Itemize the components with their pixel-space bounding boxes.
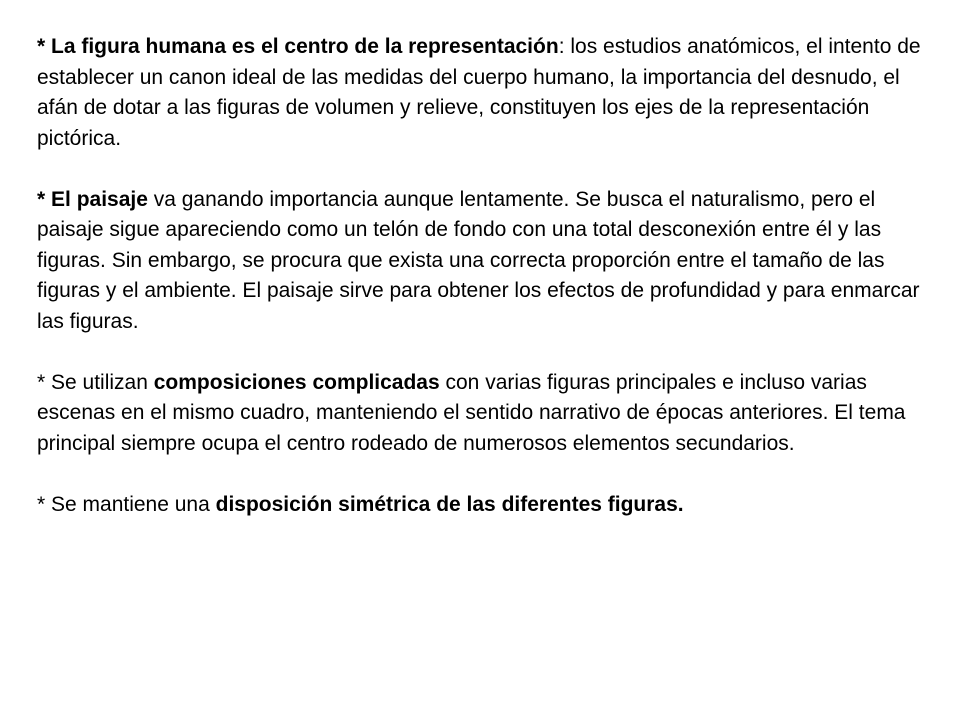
paragraph-bullet-bold: * bbox=[37, 187, 52, 211]
paragraph-bold-term: El paisaje bbox=[51, 187, 148, 211]
paragraph-bold-term: composiciones complicadas bbox=[153, 370, 440, 394]
paragraph-figura-humana bbox=[37, 32, 937, 154]
paragraph-text: : los estudios anatómicos, el intento de establecer un canon ideal de las medidas del cuerpo humano, la importancia del desnudo, el afán de dotar a las figuras de volumen y relieve, constituyen los ejes de la representación pictórica. bbox=[37, 35, 921, 150]
paragraph-disposicion bbox=[37, 490, 937, 521]
paragraph-lead-text: * Se mantiene una bbox=[37, 492, 216, 516]
paragraph-bold-term: La figura humana es el centro de la representación bbox=[51, 35, 559, 58]
paragraph-text: con varias figuras principales e incluso varias escenas en el mismo cuadro, manteniendo el sentido narrativo de épocas anteriores. El tema principal siempre ocupa el centro rodeado de numerosos elementos secundarios. bbox=[37, 370, 906, 455]
paragraph-lead-text: * Se utilizan bbox=[37, 370, 154, 394]
paragraph-paisaje bbox=[37, 185, 937, 338]
text-body bbox=[37, 32, 937, 520]
paragraph-bold-term: disposición simétrica de las diferentes figuras. bbox=[215, 492, 684, 516]
paragraph-text: va ganando importancia aunque lentamente. Se busca el naturalismo, pero el paisaje sigue apareciendo como un telón de fondo con una total desconexión entre él y las figuras. Sin embargo, se procura que exista una correcta proporción entre el tamaño de las figuras y el ambiente. El paisaje sirve para obtener los efectos de profundidad y para enmarcar las figuras. bbox=[37, 187, 920, 333]
paragraph-composiciones bbox=[37, 368, 937, 460]
paragraph-bullet-bold: * bbox=[37, 35, 52, 58]
